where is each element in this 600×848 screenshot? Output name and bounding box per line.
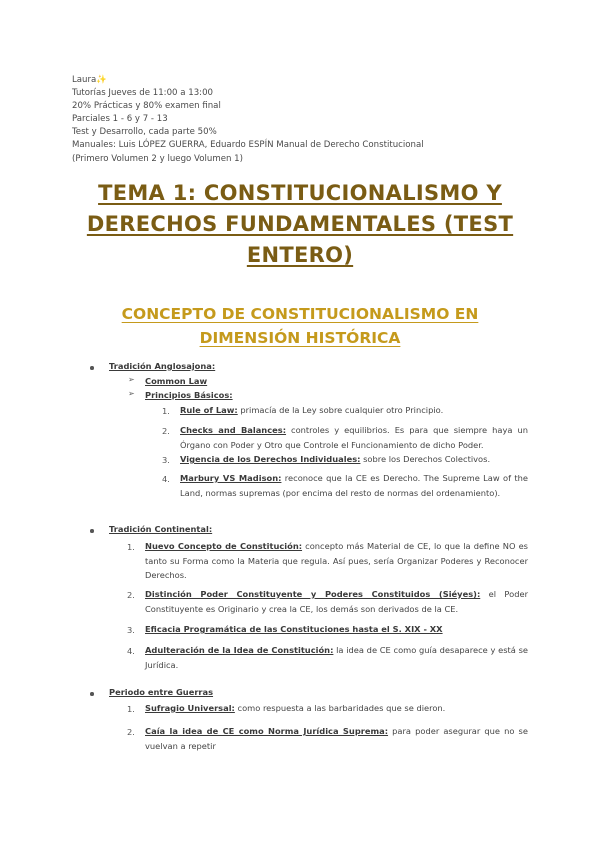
list-number: 3. [127, 625, 135, 635]
list-item-text: sobre los Derechos Colectivos. [360, 454, 491, 464]
list-item-term: Adulteración de la Idea de Constitución: [145, 645, 334, 655]
bullet-dot-icon [90, 529, 94, 533]
subtitle-line: DIMENSIÓN HISTÓRICA [199, 329, 401, 347]
list-item-term: Checks and Balances: [180, 425, 287, 435]
section-heading-anglo: Tradición Anglosajona: [109, 361, 216, 371]
title-line: ENTERO) [246, 243, 354, 267]
list-number: 1. [127, 542, 135, 552]
list-item [145, 622, 528, 637]
header-line: Manuales: Luis LÓPEZ GUERRA, Eduardo ESPÍN Manual de Derecho Constitucional [72, 140, 424, 151]
list-item-text: como respuesta a las barbaridades que se dieron. [234, 703, 446, 713]
list-number: 3. [162, 455, 170, 465]
list-item [145, 587, 528, 616]
arrow-bullet-icon: ➢ [128, 375, 135, 384]
header-line: Parciales 1 - 6 y 7 - 13 [72, 114, 168, 125]
bullet-dot-icon [90, 366, 94, 370]
list-item [180, 403, 528, 418]
list-item-text: primacía de la Ley sobre cualquier otro Principio. [237, 405, 444, 415]
list-item-term: Caía la idea de CE como Norma Jurídica Suprema: [145, 726, 389, 736]
list-item [145, 724, 528, 753]
list-item [145, 701, 528, 716]
section-subtitle [60, 302, 540, 350]
list-item [180, 452, 528, 467]
header-line: 20% Prácticas y 80% examen final [72, 101, 221, 112]
list-item-text: reconoce que la CE es Derecho. The Supreme Law of the Land, normas supremas (por encima del resto de normas del ordenamiento). [180, 473, 529, 498]
list-number: 1. [162, 406, 170, 416]
title-line: DERECHOS FUNDAMENTALES (TEST [86, 212, 514, 236]
list-item-term: Nuevo Concepto de Constitución: [145, 541, 303, 551]
list-item-text: concepto más Material de CE, lo que la define NO es tanto su Forma como la Materia que regula. Así pues, sería Organizar Poderes y Reconocer Derechos. [145, 541, 529, 581]
section-heading-continental: Tradición Continental: [109, 524, 213, 534]
list-item-term: Marbury VS Madison: [180, 473, 282, 483]
list-item [145, 643, 528, 672]
bullet-dot-icon [90, 692, 94, 696]
list-item-text: la idea de CE como guía desaparece y está se Jurídica. [145, 645, 528, 670]
list-number: 4. [162, 474, 170, 484]
title-line: TEMA 1: CONSTITUCIONALISMO Y [98, 181, 502, 205]
header-line: (Primero Volumen 2 y luego Volumen 1) [72, 153, 243, 164]
header-line: Tutorías Jueves de 11:00 a 13:00 [72, 88, 213, 99]
list-number: 2. [127, 590, 135, 600]
header-notes [72, 74, 424, 166]
list-item-text: para poder asegurar que no se vuelvan a repetir [145, 726, 528, 751]
list-item-term: Rule of Law: [180, 405, 238, 415]
list-number: 1. [127, 704, 135, 714]
list-item-term: Distinción Poder Constituyente y Poderes Constituidos (Siéyes): [145, 589, 481, 599]
list-item [180, 423, 528, 452]
list-item-term: Vigencia de los Derechos Individuales: [180, 454, 361, 464]
list-item [180, 471, 528, 500]
list-item [145, 539, 528, 583]
list-item-term: Eficacia Programática de las Constituciones hasta el S. XIX - XX [145, 624, 443, 634]
page-title [40, 178, 560, 271]
section-heading-guerras: Periodo entre Guerras [109, 687, 214, 697]
header-line: Test y Desarrollo, cada parte 50% [72, 127, 217, 138]
list-item-text: controles y equilibrios. Es para que siempre haya un Órgano con Poder y Otro que Controle el Funcionamiento de dicho Poder. [180, 425, 528, 450]
sub-heading-principios: Principios Básicos: [145, 390, 233, 400]
arrow-bullet-icon: ➢ [128, 389, 135, 398]
list-number: 2. [127, 727, 135, 737]
header-line: Laura✨ [72, 75, 108, 85]
sub-heading-common-law: Common Law [145, 376, 208, 386]
subtitle-line: CONCEPTO DE CONSTITUCIONALISMO EN [121, 305, 479, 323]
list-number: 2. [162, 426, 170, 436]
list-item-text: el Poder Constituyente es Originario y crea la CE, los demás son derivados de la CE. [145, 589, 528, 614]
list-item-term: Sufragio Universal: [145, 703, 235, 713]
list-number: 4. [127, 646, 135, 656]
